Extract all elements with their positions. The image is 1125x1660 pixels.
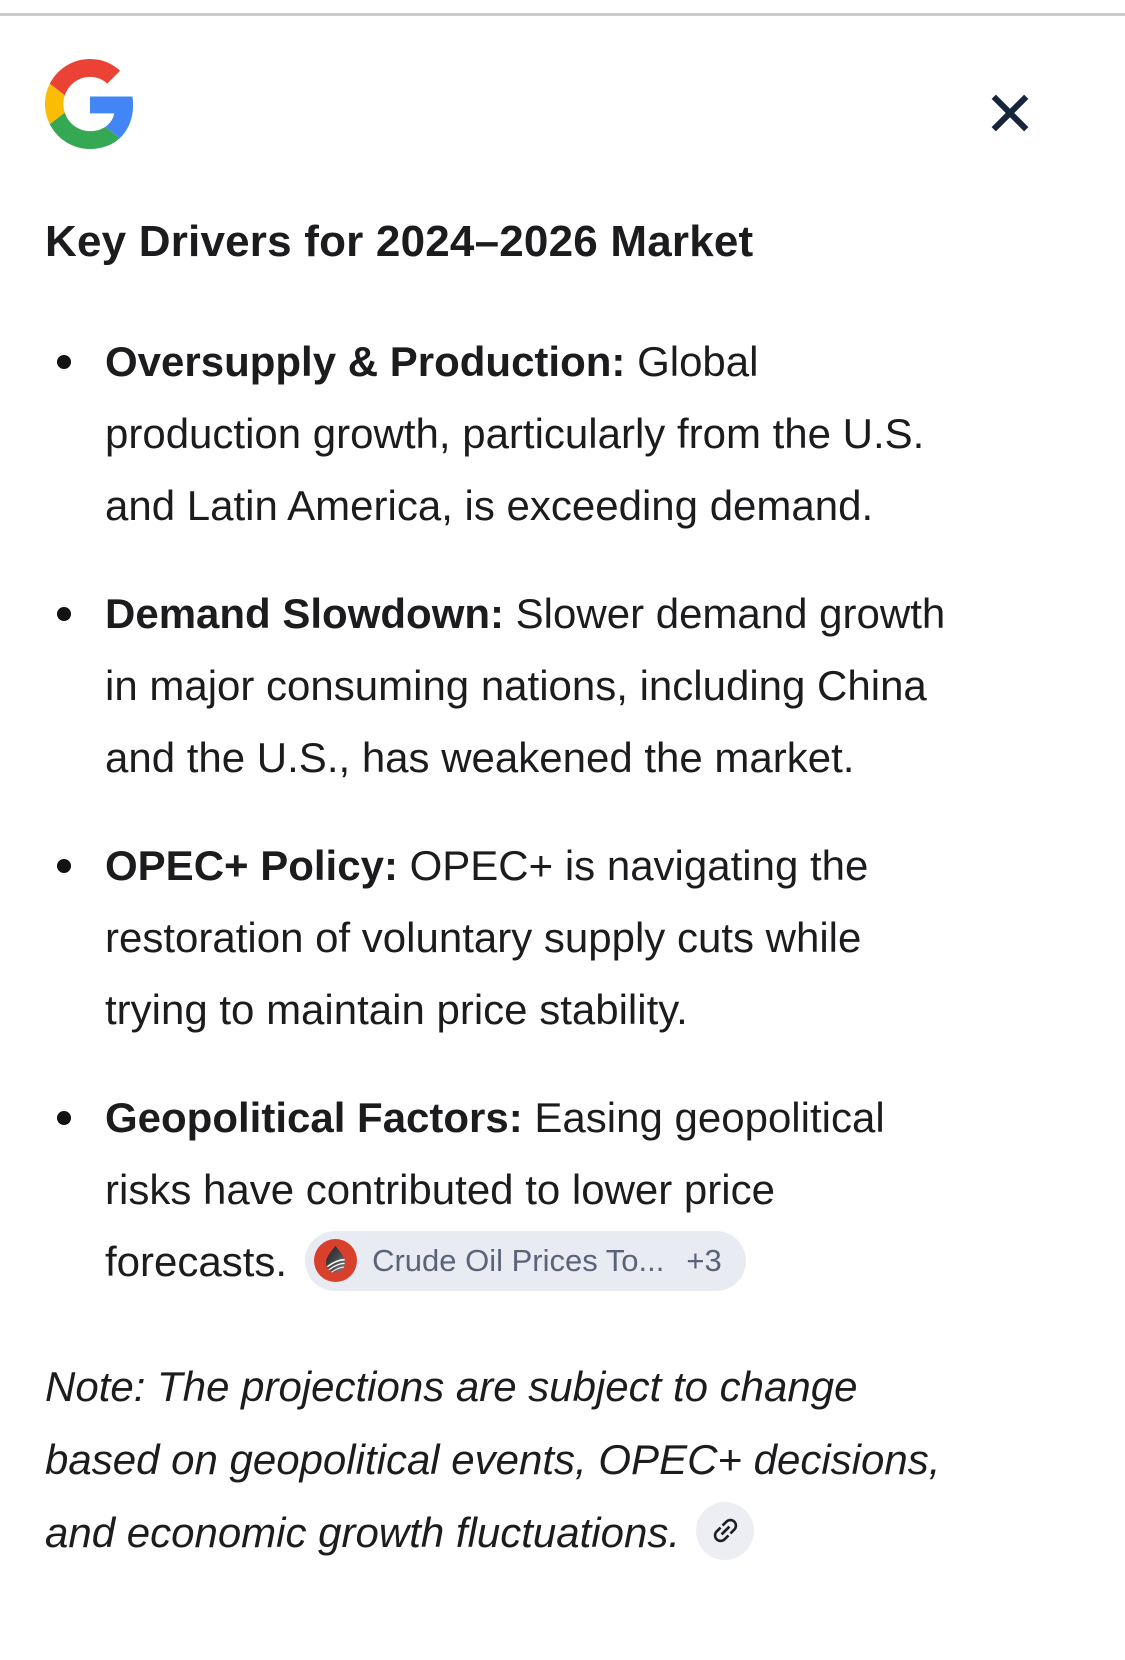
bullet-label: Demand Slowdown: bbox=[105, 590, 516, 637]
top-divider bbox=[0, 13, 1125, 16]
bullet-dot-icon bbox=[57, 607, 71, 621]
bullet-line: and the U.S., has weakened the market. bbox=[105, 734, 855, 781]
bullet-line: Oversupply & Production: Global bbox=[105, 338, 759, 385]
bullet-content bbox=[105, 578, 1080, 794]
note bbox=[45, 1350, 1080, 1569]
answer-card bbox=[0, 58, 1125, 1569]
bullet-list bbox=[45, 326, 1080, 1298]
note-line: and economic growth fluctuations. bbox=[45, 1496, 1080, 1569]
bullet-dot-icon bbox=[57, 355, 71, 369]
bullet-line: OPEC+ Policy: OPEC+ is navigating the bbox=[105, 842, 869, 889]
chip-count: +3 bbox=[686, 1242, 722, 1278]
header bbox=[45, 58, 1080, 150]
bullet-line: risks have contributed to lower price bbox=[105, 1166, 775, 1213]
bullet-line: in major consuming nations, including China bbox=[105, 662, 927, 709]
bullet-item bbox=[45, 326, 1080, 542]
bullet-item bbox=[45, 578, 1080, 794]
bullet-line: and Latin America, is exceeding demand. bbox=[105, 482, 874, 529]
bullet-content bbox=[105, 1082, 1080, 1298]
bullet-item bbox=[45, 830, 1080, 1046]
bullet-content bbox=[105, 326, 1080, 542]
bullet-content bbox=[105, 830, 1080, 1046]
bullet-dot-icon bbox=[57, 859, 71, 873]
note-line: based on geopolitical events, OPEC+ decisions, bbox=[45, 1436, 941, 1483]
note-line: Note: The projections are subject to change bbox=[45, 1363, 858, 1410]
page-title: Key Drivers for 2024–2026 Market bbox=[45, 217, 754, 266]
google-logo-icon bbox=[45, 58, 135, 150]
bullet-label: OPEC+ Policy: bbox=[105, 842, 410, 889]
bullet-label: Geopolitical Factors: bbox=[105, 1094, 535, 1141]
bullet-item bbox=[45, 1082, 1080, 1298]
bullet-line: restoration of voluntary supply cuts while bbox=[105, 914, 862, 961]
bullet-line: forecasts. Crude Oil Prices To... +3 bbox=[105, 1226, 1080, 1298]
bullet-line: production growth, particularly from the U.S. bbox=[105, 410, 925, 457]
chip-label: Crude Oil Prices To... bbox=[372, 1242, 665, 1278]
oil-drop-favicon-icon bbox=[314, 1239, 357, 1282]
bullet-label: Oversupply & Production: bbox=[105, 338, 638, 385]
copy-link-button[interactable] bbox=[696, 1502, 754, 1560]
bullet-line: Geopolitical Factors: Easing geopolitical bbox=[105, 1094, 885, 1141]
bullet-dot-icon bbox=[57, 1111, 71, 1125]
source-citation-chip[interactable] bbox=[305, 1231, 746, 1291]
bullet-line: Demand Slowdown: Slower demand growth bbox=[105, 590, 946, 637]
bullet-line: trying to maintain price stability. bbox=[105, 986, 688, 1033]
close-button[interactable] bbox=[985, 88, 1035, 138]
close-icon bbox=[985, 88, 1035, 138]
link-icon bbox=[709, 1514, 742, 1547]
